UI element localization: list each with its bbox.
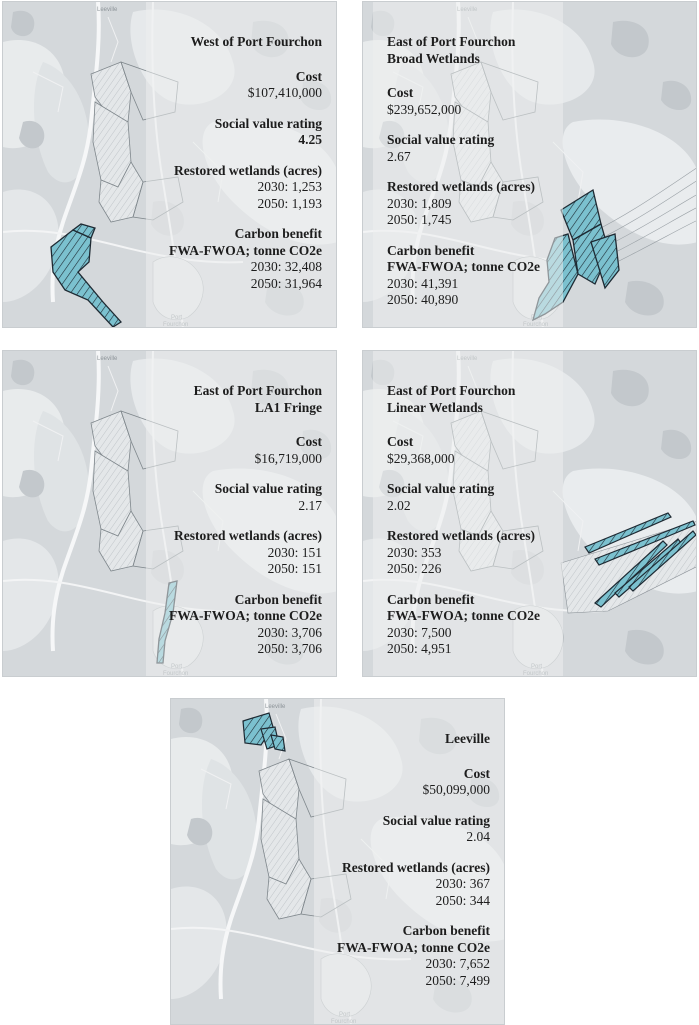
social-value-label: Social value rating	[214, 115, 322, 131]
carbon-2030: 2030: 3,706	[257, 624, 322, 640]
carbon-units-label: FWA-FWOA; tonne CO2e	[337, 939, 490, 955]
project-title-line-1: East of Port Fourchon	[387, 383, 516, 398]
cost-value: $239,652,000	[387, 101, 462, 117]
carbon-units-label: FWA-FWOA; tonne CO2e	[169, 242, 322, 258]
carbon-label: Carbon benefit	[387, 242, 475, 258]
social-value-label: Social value rating	[387, 481, 495, 496]
wetlands-2050: 2050: 151	[267, 561, 322, 576]
project-title-line-2: LA1 Fringe	[254, 399, 322, 415]
carbon-label: Carbon benefit	[402, 923, 490, 938]
wetlands-2050: 2050: 226	[387, 561, 442, 576]
carbon-2050: 2050: 40,890	[387, 292, 459, 307]
social-value: 2.02	[387, 497, 411, 513]
wetlands-2030: 2030: 151	[267, 544, 322, 560]
wetlands-2030: 2030: 367	[435, 876, 490, 891]
wetlands-2050: 2050: 1,745	[387, 212, 452, 227]
project-panel-la1-fringe	[2, 350, 337, 677]
cost-value: $29,368,000	[387, 450, 455, 466]
carbon-2030: 2030: 7,652	[425, 956, 490, 971]
carbon-2030: 2030: 41,391	[387, 275, 459, 291]
carbon-2050: 2050: 4,951	[387, 641, 452, 656]
project-panel-west-of-port-fourchon	[2, 1, 337, 328]
project-title-line-1: East of Port Fourchon	[193, 383, 322, 398]
social-value: 2.67	[387, 148, 411, 164]
wetlands-2030: 2030: 1,253	[257, 179, 322, 194]
social-value-label: Social value rating	[382, 812, 490, 828]
carbon-2030: 2030: 32,408	[250, 259, 322, 274]
carbon-units-label: FWA-FWOA; tonne CO2e	[387, 259, 540, 274]
social-value-label: Social value rating	[214, 481, 322, 496]
map-label-top: Leeville	[97, 7, 118, 13]
info-box	[146, 2, 336, 328]
project-title: West of Port Fourchon	[190, 34, 322, 49]
project-panel-linear-wetlands	[362, 350, 697, 677]
cost-label: Cost	[295, 434, 322, 449]
social-value: 2.17	[298, 497, 322, 513]
info-box	[314, 699, 504, 1025]
wetlands-label: Restored wetlands (acres)	[174, 528, 322, 543]
carbon-label: Carbon benefit	[234, 591, 322, 607]
carbon-2030: 2030: 7,500	[387, 624, 452, 640]
wetlands-2030: 2030: 1,809	[387, 195, 452, 211]
project-title-line-2: Linear Wetlands	[387, 399, 483, 415]
cost-label: Cost	[463, 765, 490, 781]
carbon-label: Carbon benefit	[387, 591, 475, 607]
project-title: Leeville	[445, 731, 490, 746]
carbon-units-label: FWA-FWOA; tonne CO2e	[169, 608, 322, 623]
project-panel-broad-wetlands	[362, 1, 697, 328]
carbon-2050: 2050: 31,964	[250, 275, 322, 291]
social-value: 4.25	[298, 132, 322, 147]
social-value: 2.04	[466, 829, 490, 844]
cost-value: $107,410,000	[247, 85, 322, 100]
project-title-line-2: Broad Wetlands	[387, 50, 480, 66]
project-title-line-1: East of Port Fourchon	[387, 34, 516, 49]
info-box	[373, 351, 563, 677]
map-label-top: Leeville	[97, 356, 118, 362]
project-panel-leeville	[170, 698, 505, 1025]
info-box	[146, 351, 336, 677]
cost-value: $16,719,000	[254, 450, 322, 466]
carbon-2050: 2050: 3,706	[257, 641, 322, 656]
info-box	[373, 2, 563, 328]
wetlands-label: Restored wetlands (acres)	[174, 162, 322, 178]
cost-label: Cost	[295, 68, 322, 84]
wetlands-2030: 2030: 353	[387, 544, 442, 560]
carbon-2050: 2050: 7,499	[425, 972, 490, 988]
wetlands-2050: 2050: 1,193	[257, 195, 322, 211]
map-label-top: Leeville	[265, 704, 286, 710]
wetlands-label: Restored wetlands (acres)	[387, 179, 535, 194]
cost-label: Cost	[387, 434, 414, 449]
cost-value: $50,099,000	[422, 782, 490, 797]
wetlands-2050: 2050: 344	[435, 892, 490, 908]
carbon-units-label: FWA-FWOA; tonne CO2e	[387, 608, 540, 623]
social-value-label: Social value rating	[387, 132, 495, 147]
wetlands-label: Restored wetlands (acres)	[387, 528, 535, 543]
cost-label: Cost	[387, 85, 414, 100]
carbon-label: Carbon benefit	[234, 226, 322, 241]
wetlands-label: Restored wetlands (acres)	[342, 859, 490, 875]
